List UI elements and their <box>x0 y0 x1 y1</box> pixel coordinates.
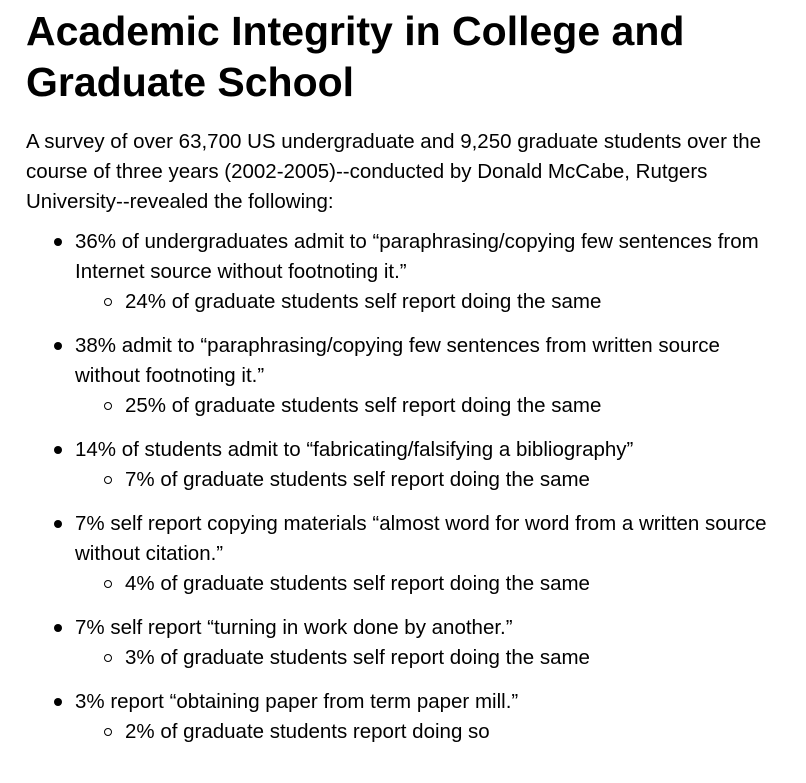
sub-item <box>75 287 775 317</box>
sub-list <box>75 717 775 747</box>
finding-item <box>26 509 775 599</box>
sub-list <box>75 465 775 495</box>
intro-paragraph: A survey of over 63,700 US undergraduate and 9,250 graduate students over the course of three years (2002-2005)--conducted by Donald McCabe, Rutgers University--revealed the following: <box>26 130 762 213</box>
finding-item <box>26 227 775 317</box>
sub-item <box>75 717 775 747</box>
bullet-icon <box>54 446 62 454</box>
finding-text: 36% of undergraduates admit to “paraphrasing/copying few sentences from Internet source without footnoting it.” <box>75 230 759 283</box>
sub-text: 3% of graduate students self report doing the same <box>125 646 590 669</box>
sub-item <box>75 465 775 495</box>
circle-bullet-icon <box>104 402 112 410</box>
finding-item <box>26 435 775 495</box>
sub-list <box>75 287 775 317</box>
finding-text: 7% self report copying materials “almost word for word from a written source without citation.” <box>75 512 767 565</box>
bullet-icon <box>54 624 62 632</box>
findings-list <box>26 227 806 747</box>
bullet-icon <box>54 520 62 528</box>
finding-text: 3% report “obtaining paper from term paper mill.” <box>75 690 519 713</box>
bullet-icon <box>54 238 62 246</box>
sub-item <box>75 569 775 599</box>
sub-text: 2% of graduate students report doing so <box>125 720 490 743</box>
finding-text: 38% admit to “paraphrasing/copying few sentences from written source without footnoting it.” <box>75 334 720 387</box>
circle-bullet-icon <box>104 654 112 662</box>
finding-item <box>26 613 775 673</box>
finding-item <box>26 687 775 747</box>
sub-text: 7% of graduate students self report doing the same <box>125 468 590 491</box>
sub-item <box>75 643 775 673</box>
sub-list <box>75 391 775 421</box>
sub-text: 25% of graduate students self report doing the same <box>125 394 602 417</box>
finding-text: 14% of students admit to “fabricating/falsifying a bibliography” <box>75 438 634 461</box>
circle-bullet-icon <box>104 580 112 588</box>
page-title: Academic Integrity in College and Graduate School <box>26 8 685 105</box>
circle-bullet-icon <box>104 728 112 736</box>
circle-bullet-icon <box>104 298 112 306</box>
bullet-icon <box>54 698 62 706</box>
circle-bullet-icon <box>104 476 112 484</box>
finding-text: 7% self report “turning in work done by another.” <box>75 616 513 639</box>
sub-list <box>75 643 775 673</box>
bullet-icon <box>54 342 62 350</box>
sub-text: 4% of graduate students self report doing the same <box>125 572 590 595</box>
sub-list <box>75 569 775 599</box>
sub-text: 24% of graduate students self report doing the same <box>125 290 602 313</box>
finding-item <box>26 331 775 421</box>
sub-item <box>75 391 775 421</box>
